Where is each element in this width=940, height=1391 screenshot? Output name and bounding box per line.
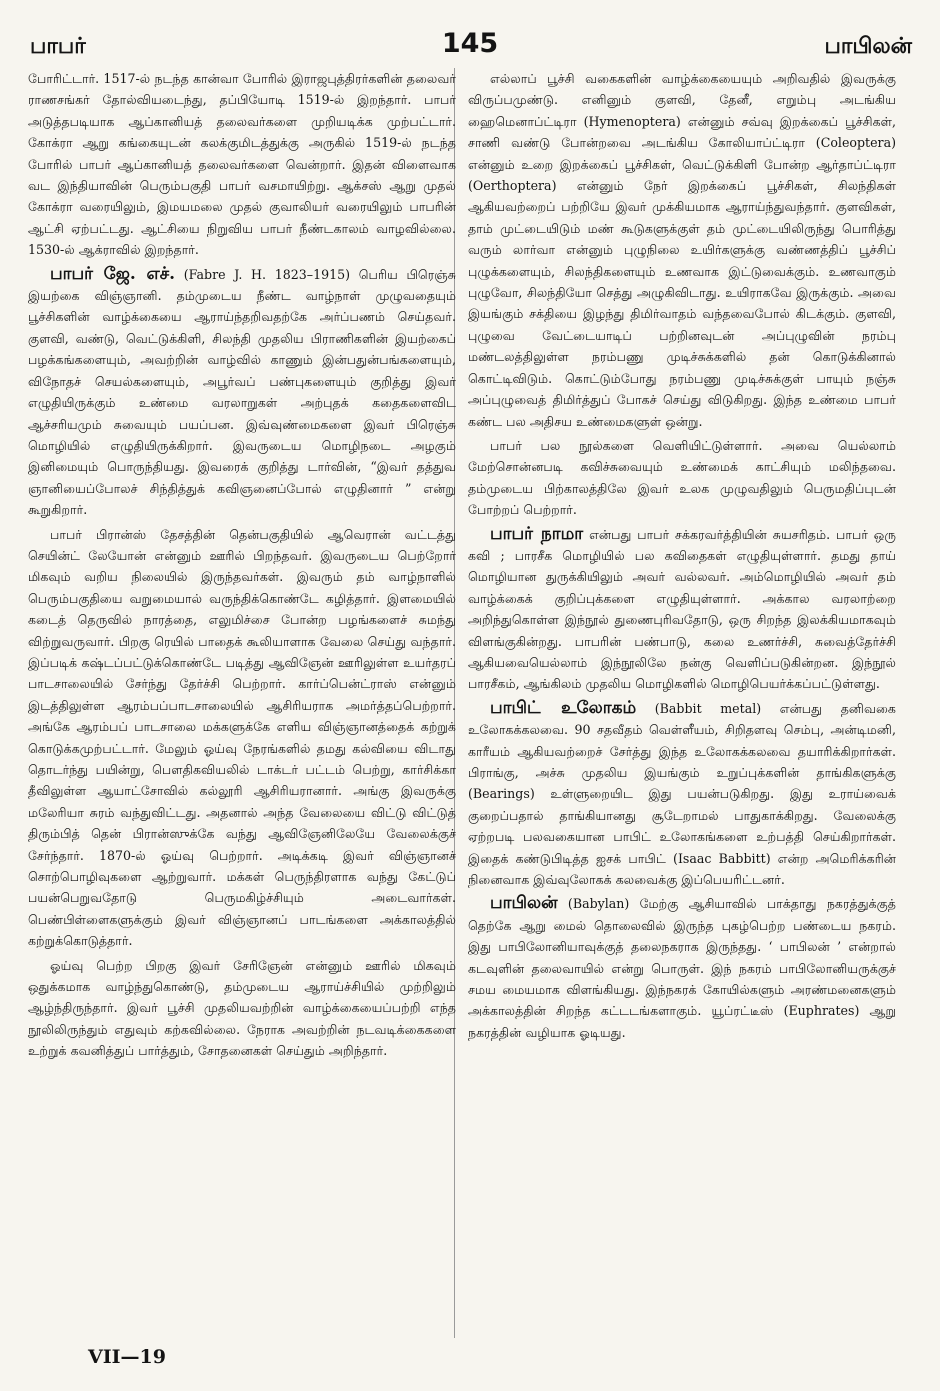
paragraph [28,524,456,952]
paragraph-text: பாபர் பல நூல்களை வெளியிட்டுள்ளார். அவை யெல்லாம் மேற்சொன்னபடி கவிச்சுவையும் உண்மைக் காட்சியும் மலிந்தவை. தம்முடைய பிற்காலத்திலே இவர் உலக முழுவதிலும் பெருமதிப்புடன் போற்றப் பெற்றார். [468,437,896,518]
paragraph [28,955,456,1062]
paragraph-text: பாபர் பிரான்ஸ் தேசத்தின் தென்பகுதியில் ஆவெரான் வட்டத்து செயின்ட் லேயோன் என்னும் ஊரில் பிறந்தவர். இவருடைய பெற்றோர் மிகவும் வறிய நிலையில் இருந்தவர்கள். இவரும் தம் வாழ்நாளில் பெரும்பகுதியை வறுமையால் வருந்திக்கொண்டே கழித்தார். இளமையில் கடைத் தெருவில் நாரத்தை, எலுமிச்சை போன்ற பழங்களைச் சுமந்து விற்றுவருவார். பிறகு ரெயில் பாதைக் கூலியாளாக வேலை செய்து வந்தார். இப்படிக் கஷ்டப்பட்டுக்கொண்டே படித்து ஆவிஞேன் ஊரிலுள்ள உயர்தரப் பாடசாலையில் சேர்ந்து தேர்ச்சி பெற்றார். கார்ப்பென்ட்ராஸ் என்னும் இடத்திலுள்ள ஆரம்பப்பாடசாலையில் ஆசிரியராக அமர்த்தப்பெற்றார். அங்கே ஆரம்பப் பாடசாலை மக்களுக்கே எளிய விஞ்ஞானத்தைக் கற்றுக் கொடுக்கமுற்பட்டார். மேலும் ஓய்வு நேரங்களில் தமது கல்வியை விடாது தொடர்ந்து பயின்று, பௌதிகவியலில் டாக்டர் பட்டம் பெற்று, கார்சிக்கா தீவிலுள்ள ஆயாட்சோவில் கல்லூரி ஆசிரியரானார். அங்கு இவருக்கு மலேரியா சுரம் வந்துவிட்டது. அதனால் அந்த வேலையை விட்டு விட்டுத் திரும்பித் தென் பிரான்ஸுக்கே வந்து ஆவிஞேனிலேயே வேலைக்குச் சேர்ந்தார். 1870-ல் ஓய்வு பெற்றார். அடிக்கடி இவர் விஞ்ஞானச் சொற்பொழிவுகளை ஆற்றுவார். மக்கள் பெருந்திரளாக வந்து கேட்டுப் பயன்பெறுவதோடு பெருமகிழ்ச்சியும் அடைவார்கள். பெண்பிள்ளைகளுக்கும் இவர் விஞ்ஞானப் பாடங்களை அக்காலத்தில் கற்றுக்கொடுத்தார். [28,526,456,949]
paragraph-text: (Babylan) மேற்கு ஆசியாவில் பாக்தாது நகரத்துக்குத் தெற்கே ஆறு மைல் தொலைவில் இருந்த புகழ்பெற்ற பண்டைய நகரம். இது பாபிலோனியாவுக்குத் தலைநகராக இருந்தது. ‘ பாபிலன் ’ என்றால் கடவுளின் தலைவாயில் என்று பொருள். இந் நகரம் பாபிலோனியருக்குச் சமய மையமாக விளங்கியது. இந்நகரக் கோயில்களும் அரண்மனைகளும் அக்காலத்தின் சிறந்த கட்டடங்களாகும். யூப்ரட்டீஸ் (Euphrates) ஆறு நகரத்தின் வழியாக ஓடியது. [468,896,896,1040]
entry-headword: பாபர் நாமா [490,523,584,544]
paragraph-text: என்பது பாபர் சக்கரவர்த்தியின் சுயசரிதம். பாபர் ஒரு கவி ; பாரசீக மொழியில் பல கவிதைகள் எழுதியுள்ளார். தமது தாய் மொழியான துருக்கியிலும் அவர் வல்லவர். அம்மொழியில் அவர் தம் வாழ்க்கைக் குறிப்புக்களை எழுதியுள்ளார். அக்கால வரலாற்றை அறிந்துகொள்ள இந்நூல் துணைபுரிவதோடு, ஒரு சிறந்த இலக்கியமாகவும் விளங்குகின்றது. பாபரின் பண்பாடு, கலை உணர்ச்சி, சுவைத்தேர்ச்சி ஆகியவையெல்லாம் இந்நூலிலே நன்கு வெளிப்படுகின்றன. இந்நூல் பாரசீகம், ஆங்கிலம் முதலிய மொழிகளில் மொழிபெயர்க்கப்பட்டுள்ளது. [468,526,896,692]
entry-headword: பாபிட் உலோகம் [490,697,637,718]
paragraph [468,698,896,891]
left-column [28,68,456,1343]
running-head-left: பாபர் [30,34,86,59]
page-header [0,0,940,70]
paragraph-text: போரிட்டார். 1517-ல் நடந்த கான்வா போரில் இராஜபுத்திரர்களின் தலைவர் ராணசங்கர் தோல்வியடைந்து, தப்பியோடி 1519-ல் இறந்தார். பாபர் அடுத்தபடியாக ஆப்கானியத் தலைவர்களை முறியடிக்க முற்பட்டார். கோக்ரா ஆறு கங்கையுடன் கலக்குமிடத்துக்கு அருகில் 1519-ல் நடந்த போரில் பாபர் ஆப்கானியத் தலைவர்களை வென்றார். இதன் விளைவாக வட இந்தியாவின் பெரும்பகுதி பாபர் வசமாயிற்று. ஆக்சஸ் ஆறு முதல் கோக்ரா வரையிலும், இமயமலை முதல் குவாலியர் வரையிலும் பாபரின் ஆட்சி ஏற்பட்டது. ஆட்சியை நிறுவிய பாபர் நீண்டகாலம் வாழவில்லை. 1530-ல் ஆக்ராவில் இறந்தார். [28,71,456,258]
paragraph [28,264,456,521]
page-number: 145 [441,28,499,59]
right-column [468,68,896,1343]
entry-headword: பாபர் ஜே. எச். [50,263,176,284]
paragraph [28,68,456,261]
paragraph [468,68,896,432]
signature-mark: VII—19 [88,1346,166,1368]
paragraph-text: எல்லாப் பூச்சி வகைகளின் வாழ்க்கையையும் அறிவதில் இவருக்கு விருப்பமுண்டு. எனினும் குளவி, தேனீ, எறும்பு அடங்கிய ஹைமெனாப்ட்டிரா (Hymenoptera) என்னும் சவ்வு இறக்கைப் பூச்சிகள், சாணி வண்டு போன்றவை அடங்கிய கோலியாப்ட்டிரா (Coleoptera) என்னும் உறை இறக்கைப் பூச்சிகள், வெட்டுக்கிளி போன்ற ஆர்தாப்ட்டிரா (Oerthoptera) என்னும் நேர் இறக்கைப் பூச்சிகள், சிலந்திகள் ஆகியவற்றைப் பற்றியே இவர் முக்கியமாக ஆராய்ந்துவந்தார். குளவிகள், தாம் முட்டையிடும் மண் கூடுகளுக்குள் தம் முட்டையிலிருந்து பொரித்து வரும் லார்வா என்னும் புழுநிலை உயிர்களுக்கு வண்ணத்திப் பூச்சிப் புழுக்களையும், சிலந்திகளையும் உணவாக இட்டுவைக்கும். உணவாகும் புழுவோ, சிலந்தியோ செத்து அழுகிவிடாது. உயிராகவே இருக்கும். அவை இயங்கும் சக்தியை இழந்து திமிர்வாதம் வந்தவைபோல் கிடக்கும். குளவி, புழுவை வேட்டையாடிப் பற்றினவுடன் அப்புழுவின் நரம்பு மண்டலத்திலுள்ள நரம்பணு முடிச்சுக்களில் தன் கொடுக்கினால் கொட்டிவிடும். கொட்டும்போது நரம்பணு முடிச்சுக்குள் பாயும் நஞ்சு அப்புழுவைத் திமிர்த்துப் போகச் செய்து விடுகிறது. இந்த உண்மை பாபர் கண்ட பல அதிசய உண்மைகளுள் ஒன்று. [468,71,896,429]
paragraph-text: ஓய்வு பெற்ற பிறகு இவர் சேரிஞேன் என்னும் ஊரில் மிகவும் ஒதுக்கமாக வாழ்ந்துகொண்டு, தம்முடைய ஆராய்ச்சியில் முற்றிலும் ஆழ்ந்திருந்தார். இவர் பூச்சி முதலியவற்றின் வாழ்க்கையைப்பற்றி எந்த நூலிலிருந்தும் எதுவும் கற்கவில்லை. நேராக அவற்றின் நடவடிக்கைகளை உற்றுக் கவனித்துப் பார்த்தும், சோதனைகள் செய்தும் அறிந்தார். [28,957,456,1059]
paragraph [468,893,896,1043]
paragraph [468,435,896,521]
paragraph-text: (Babbit metal) என்பது தனிவகை உலோகக்கலவை. 90 சதவீதம் வெள்ளீயம், சிறிதளவு செம்பு, அன்டிமனி, காரீயம் ஆகியவற்றைச் சேர்த்து இந்த உலோகக்கலவை தயாரிக்கிறார்கள். பிராங்கு, அச்சு முதலிய இயங்கும் உறுப்புக்களின் தாங்கிகளுக்கு (Bearings) உள்ளுறையிட இது பயன்படுகிறது. இது உராய்வைக் குறைப்பதால் தாங்கியானது சூடேறாமல் பாதுகாக்கிறது. வேலைக்கு ஏற்றபடி பலவகையான பாபிட் உலோகங்களை உற்பத்தி செய்கிறார்கள். இதைக் கண்டுபிடித்த ஐசக் பாபிட் (Isaac Babbitt) என்ற அமெரிக்கரின் நினைவாக இவ்வுலோகக் கலவைக்கு இப்பெயரிட்டனர். [468,700,896,888]
running-head-right: பாபிலன் [824,34,912,59]
paragraph [468,524,896,695]
entry-headword: பாபிலன் [490,893,558,914]
paragraph-text: (Fabre J. H. 1823–1915) பெரிய பிரெஞ்சு இயற்கை விஞ்ஞானி. தம்முடைய நீண்ட வாழ்நாள் முழுவதையும் பூச்சிகளின் வாழ்க்கையை ஆராய்ந்தறிவதற்கே அர்ப்பணம் செய்தவர். குளவி, வண்டு, வெட்டுக்கிளி, சிலந்தி முதலிய பிராணிகளின் இயற்கைப் பழக்கங்களையும், அவற்றின் வாழ்வில் காணும் இன்பதுன்பங்களையும், விநோதச் செயல்களையும், அபூர்வப் பண்புகளையும் குறித்து இவர் எழுதியிருக்கும் உண்மை வரலாறுகள் அற்புதக் கதைகளைவிட ஆச்சரியமும் சுவையும் பயப்பன. இவ்வுண்மைகளை இவர் பிரெஞ்சு மொழியில் எழுதியிருக்கிறார். இவருடைய மொழிநடை அழகும் இனிமையும் பொருந்தியது. இவரைக் குறித்து டார்வின், “இவர் தத்துவ ஞானியைப்போலச் சிந்தித்துக் கவிஞனைப்போல் எழுதினார் ” என்று கூறுகிறார். [28,266,456,518]
